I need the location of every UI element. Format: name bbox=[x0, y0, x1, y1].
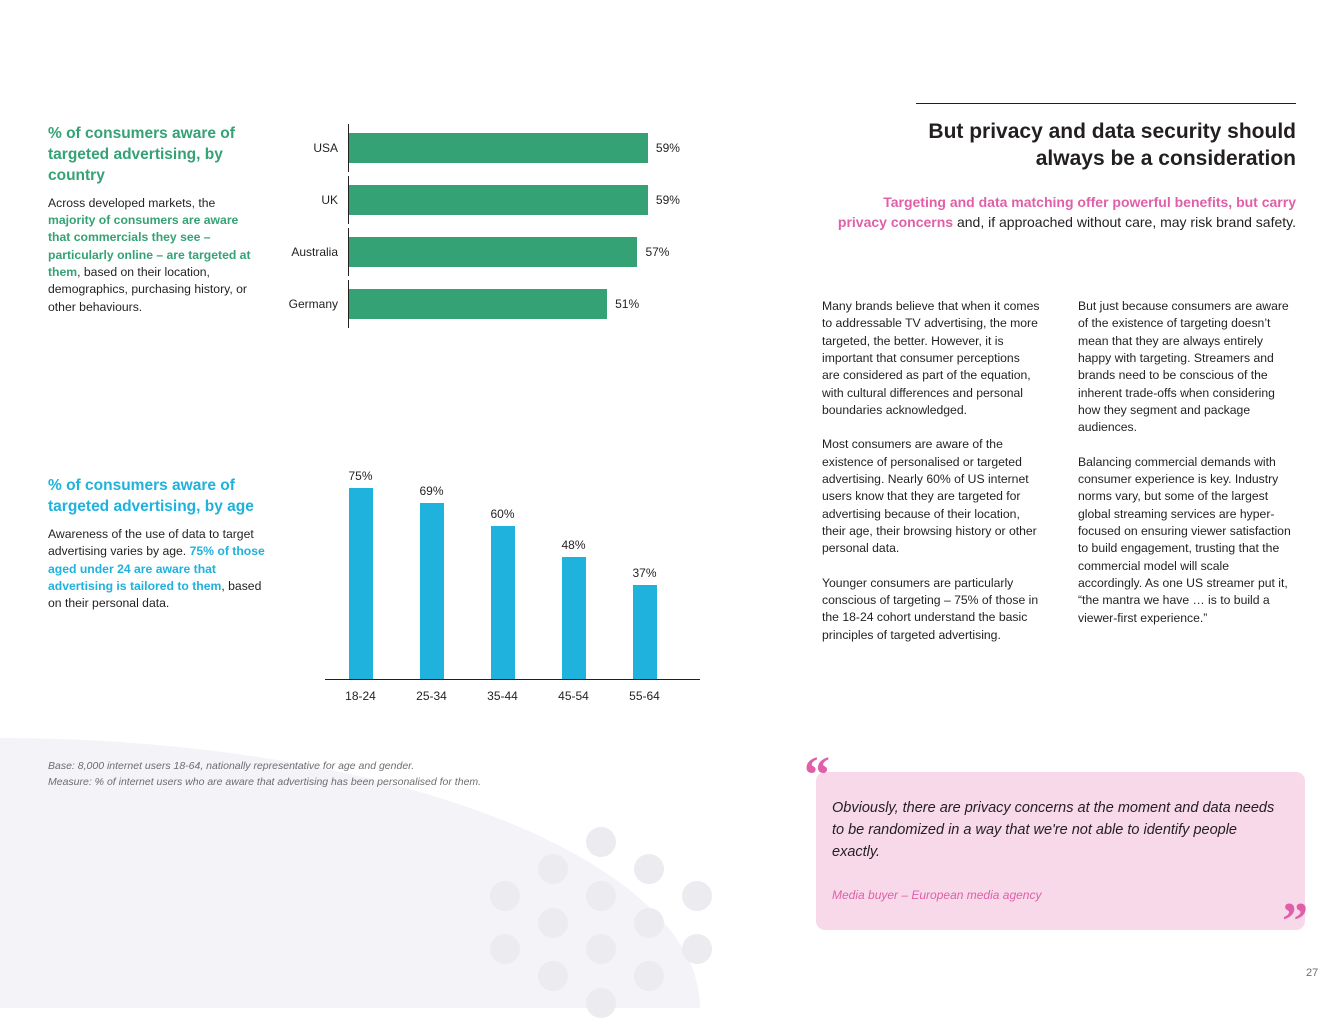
chart-bar bbox=[633, 585, 657, 679]
section-country-body bbox=[48, 195, 263, 316]
chart-category-label: Australia bbox=[291, 245, 338, 259]
footnote-base: Base: 8,000 internet users 18-64, nationally representative for age and gender. bbox=[48, 760, 415, 772]
page-number: 27 bbox=[1306, 967, 1319, 979]
chart-bar bbox=[349, 237, 637, 267]
section-age-body-part2: , based on their personal data. bbox=[48, 578, 262, 611]
chart-country-awareness bbox=[280, 124, 710, 339]
chart-row bbox=[280, 176, 710, 224]
chart-value-label: 75% bbox=[348, 469, 373, 483]
quote-attribution: Media buyer – European media agency bbox=[832, 888, 1042, 902]
chart-category-label: Germany bbox=[288, 297, 338, 311]
chart-value-label: 60% bbox=[490, 507, 515, 521]
chart-category-label: USA bbox=[313, 141, 338, 155]
section-age-title: % of consumers aware of targeted advertising, by age bbox=[48, 477, 254, 515]
chart-value-label: 57% bbox=[645, 245, 670, 259]
chart-bar bbox=[562, 557, 586, 679]
chart-column bbox=[396, 462, 467, 679]
chart-tick-label: 25-34 bbox=[416, 689, 447, 703]
section-age-body-part1: Awareness of the use of data to target advertising varies by age. bbox=[48, 526, 254, 559]
body-paragraph: Many brands believe that when it comes to addressable TV advertising, the more targeted, the better. However, it is important that consumer perceptions are considered as part of the equation, with cultural differences and personal boundaries acknowledged. bbox=[822, 299, 1040, 417]
quote-open-icon: “ bbox=[804, 747, 830, 804]
section-country-title: % of consumers aware of targeted advertising, by country bbox=[48, 125, 235, 184]
body-paragraph: Balancing commercial demands with consumer experience is key. Industry norms vary, but some of the largest global streaming services are hyper-focused on ensuring viewer satisfaction to build engagement, trusting that the commercial model will scale accordingly. As one US streamer put it, “the mantra we have … is to build a viewer-first experience.” bbox=[1078, 454, 1291, 625]
chart-track bbox=[348, 176, 710, 224]
chart-bar bbox=[420, 503, 444, 679]
chart-footnotes bbox=[48, 758, 698, 791]
chart-tick-label: 45-54 bbox=[558, 689, 589, 703]
chart-value-label: 37% bbox=[632, 566, 657, 580]
section-age-body-highlight: 75% of those aged under 24 are aware that advertising is tailored to them bbox=[48, 544, 265, 593]
chart-value-label: 51% bbox=[615, 297, 640, 311]
chart-track bbox=[348, 124, 710, 172]
chart-bar bbox=[349, 185, 648, 215]
chart-x-axis bbox=[325, 680, 700, 703]
chart-column bbox=[538, 462, 609, 679]
chart-track bbox=[348, 228, 710, 276]
chart-column bbox=[325, 462, 396, 679]
chart-value-label: 59% bbox=[655, 193, 680, 207]
chart-row bbox=[280, 280, 710, 328]
quote-close-icon: ” bbox=[1282, 893, 1308, 950]
page-title: But privacy and data security should always be a consideration bbox=[928, 120, 1296, 171]
chart-row bbox=[280, 228, 710, 276]
body-paragraph: Most consumers are aware of the existence of personalised or targeted advertising. Nearly 60% of US internet users know that they are targeted for advertising because of their location, their age, their browsing history or other personal data. bbox=[822, 437, 1037, 556]
chart-column bbox=[609, 462, 680, 679]
section-country-body-part1: Across developed markets, the bbox=[48, 195, 216, 210]
quote-text: Obviously, there are privacy concerns at the moment and data needs to be randomized in a way that we're not able to identify people exactly. bbox=[832, 800, 1275, 860]
section-country-text bbox=[48, 124, 263, 316]
chart-tick-label: 18-24 bbox=[345, 689, 376, 703]
footnote-measure: Measure: % of internet users who are aware that advertising has been personalised for them. bbox=[48, 776, 482, 789]
chart-value-label: 48% bbox=[561, 538, 586, 552]
right-column bbox=[790, 0, 1344, 1008]
chart-bar bbox=[349, 289, 607, 319]
body-paragraph: But just because consumers are aware of the existence of targeting doesn’t mean that they are always entirely happy with targeting. Streamers and brands need to be conscious of the inherent trade-offs when considering how they segment and package audiences. bbox=[1078, 299, 1289, 435]
chart-tick-label: 55-64 bbox=[629, 689, 660, 703]
chart-age-awareness bbox=[325, 462, 700, 712]
chart-bar bbox=[491, 526, 515, 679]
section-age-text bbox=[48, 476, 273, 612]
chart-tick-label: 35-44 bbox=[487, 689, 518, 703]
chart-plot-area bbox=[325, 462, 700, 680]
chart-bar bbox=[349, 488, 373, 679]
chart-value-label: 69% bbox=[419, 484, 444, 498]
section-country-body-highlight: majority of consumers are aware that commercials they see – particularly online – are targeted at them bbox=[48, 213, 251, 280]
chart-track bbox=[348, 280, 710, 328]
body-paragraph: Younger consumers are particularly conscious of targeting – 75% of those in the 18-24 cohort understand the basic principles of targeted advertising. bbox=[822, 575, 1039, 642]
chart-bar bbox=[349, 133, 648, 163]
chart-column bbox=[467, 462, 538, 679]
chart-row bbox=[280, 124, 710, 172]
section-country-body-part2: , based on their location, demographics, purchasing history, or other behaviours. bbox=[48, 265, 247, 314]
section-age-body bbox=[48, 526, 273, 613]
chart-category-label: UK bbox=[321, 193, 338, 207]
standfirst-rest: and, if approached without care, may risk brand safety. bbox=[953, 214, 1296, 231]
chart-value-label: 59% bbox=[655, 141, 680, 155]
standfirst-highlight: Targeting and data matching offer powerful benefits, but carry privacy concerns bbox=[837, 194, 1296, 231]
